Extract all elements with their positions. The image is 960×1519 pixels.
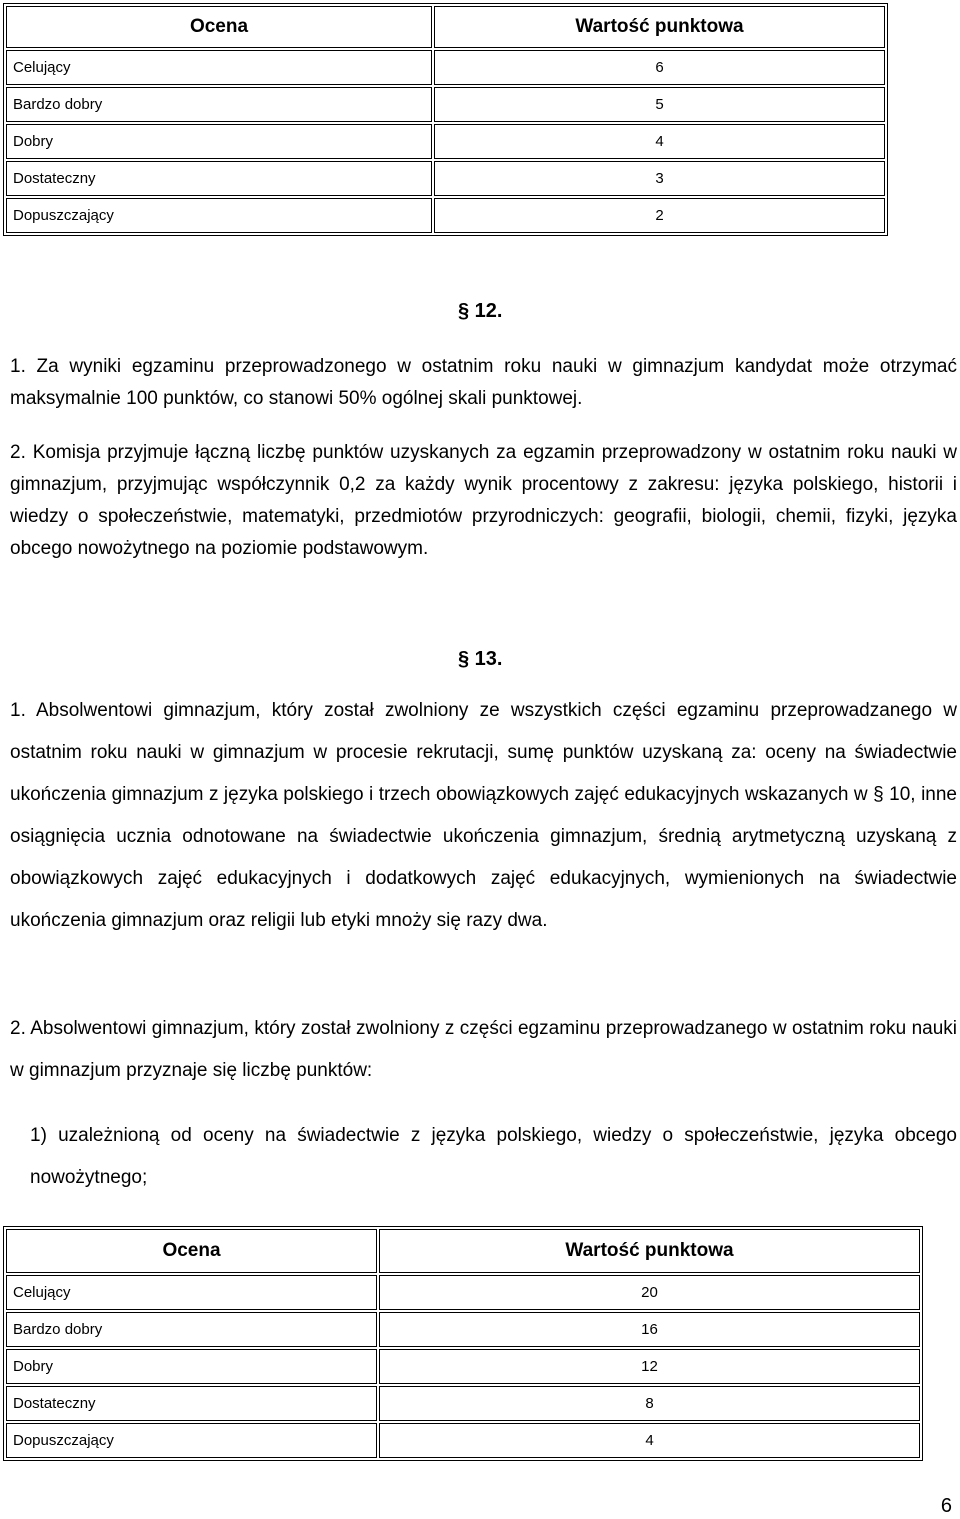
section-13-heading: § 13. xyxy=(458,648,503,670)
table-row xyxy=(6,124,885,159)
grade-cell: Celujący xyxy=(6,1275,377,1310)
section-13-point-1: 1) uzależnioną od oceny na świadectwie z języka polskiego, wiedzy o społeczeństwie, języka obcego nowożytnego; xyxy=(30,1125,957,1188)
points-cell: 4 xyxy=(379,1423,920,1458)
points-cell: 4 xyxy=(434,124,885,159)
table-row xyxy=(6,1275,920,1310)
section-13-paragraph-1: 1. Absolwentowi gimnazjum, który został zwolniony ze wszystkich części egzaminu przeprowadzanego w ostatnim roku nauki w gimnazjum w procesie rekrutacji, sumę punktów uzyskaną za: oceny na świadectwie ukończenia gimnazjum z języka polskiego i trzech obowiązkowych zajęć edukacyjnych wskazanych w § 10, inne osiągnięcia ucznia odnotowane na świadectwie ukończenia gimnazjum, średnią arytmetyczną uzyskaną z obowiązkowych zajęć edukacyjnych i dodatkowych zajęć edukacyjnych, wymienionych na świadectwie ukończenia gimnazjum oraz religii lub etyki mnoży się razy dwa. xyxy=(10,700,957,931)
grade-cell: Dopuszczający xyxy=(6,198,432,233)
grade-cell: Celujący xyxy=(6,50,432,85)
points-table-certificate xyxy=(3,1226,923,1461)
points-cell: 3 xyxy=(434,161,885,196)
table-row xyxy=(6,87,885,122)
points-cell: 8 xyxy=(379,1386,920,1421)
points-cell: 20 xyxy=(379,1275,920,1310)
points-cell: 5 xyxy=(434,87,885,122)
points-cell: 12 xyxy=(379,1349,920,1384)
table-row xyxy=(6,1386,920,1421)
grade-cell: Bardzo dobry xyxy=(6,87,432,122)
points-cell: 2 xyxy=(434,198,885,233)
table-row xyxy=(6,198,885,233)
grade-cell: Dobry xyxy=(6,124,432,159)
section-12-paragraph-2: 2. Komisja przyjmuje łączną liczbę punktów uzyskanych za egzamin przeprowadzony w ostatnim roku nauki w gimnazjum, przyjmując współczynnik 0,2 za każdy wynik procentowy z zakresu: języka polskiego, historii i wiedzy o społeczeństwie, matematyki, przedmiotów przyrodniczych: geografii, biologii, chemii, fizyki, języka obcego nowożytnego na poziomie podstawowym. xyxy=(10,442,957,559)
points-table-exam xyxy=(3,3,888,236)
table-row xyxy=(6,50,885,85)
points-cell: 6 xyxy=(434,50,885,85)
table-header-row xyxy=(6,6,885,48)
section-12-heading: § 12. xyxy=(458,300,503,322)
grade-cell: Dostateczny xyxy=(6,161,432,196)
header-wartosc-punktowa: Wartość punktowa xyxy=(379,1229,920,1273)
table-row xyxy=(6,1349,920,1384)
grade-cell: Dobry xyxy=(6,1349,377,1384)
grade-cell: Bardzo dobry xyxy=(6,1312,377,1347)
header-ocena: Ocena xyxy=(6,1229,377,1273)
points-cell: 16 xyxy=(379,1312,920,1347)
table-row xyxy=(6,1423,920,1458)
header-wartosc-punktowa: Wartość punktowa xyxy=(434,6,885,48)
section-13-paragraph-2: 2. Absolwentowi gimnazjum, który został zwolniony z części egzaminu przeprowadzanego w ostatnim roku nauki w gimnazjum przyznaje się liczbę punktów: xyxy=(10,1018,957,1081)
page-number: 6 xyxy=(940,1495,952,1517)
grade-cell: Dostateczny xyxy=(6,1386,377,1421)
table-row xyxy=(6,1312,920,1347)
header-ocena: Ocena xyxy=(6,6,432,48)
grade-cell: Dopuszczający xyxy=(6,1423,377,1458)
table-row xyxy=(6,161,885,196)
table-header-row xyxy=(6,1229,920,1273)
section-12-paragraph-1: 1. Za wyniki egzaminu przeprowadzonego w ostatnim roku nauki w gimnazjum kandydat może otrzymać maksymalnie 100 punktów, co stanowi 50% ogólnej skali punktowej. xyxy=(10,356,957,409)
